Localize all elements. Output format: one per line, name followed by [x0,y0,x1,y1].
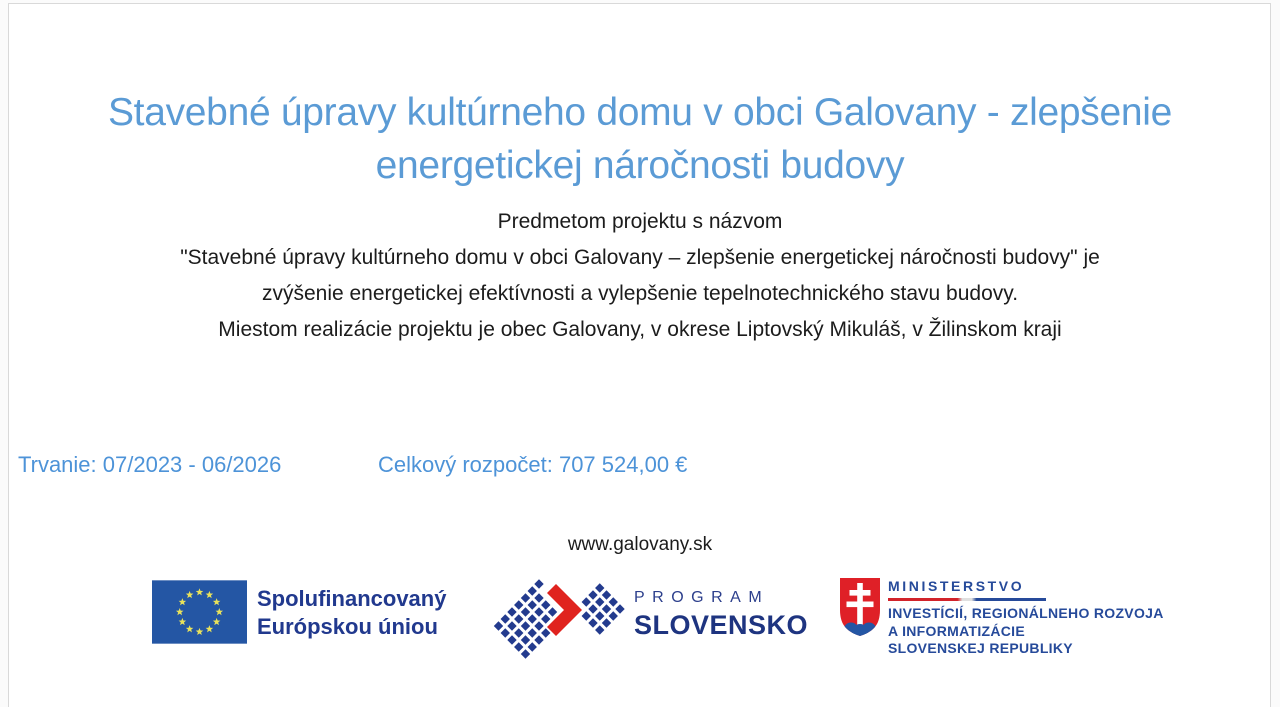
project-title [30,86,1250,192]
description-line: Predmetom projektu s názvom [497,210,783,233]
eu-cofunded-label [257,585,446,641]
eu-cofunded-line2: Európskou úniou [257,614,438,639]
slovensko-label: SLOVENSKO [634,610,809,640]
ministry-line4: SLOVENSKEJ REPUBLIKY [888,640,1073,656]
ministry-label [888,578,1164,658]
website-text: www.galovany.sk [567,534,713,555]
eu-flag-icon [152,580,247,644]
ministry-line3: A INFORMATIZÁCIE [888,622,1026,639]
ministry-line2: INVESTÍCIÍ, REGIONÁLNEHO ROZVOJA [888,605,1164,621]
project-description [20,204,1260,348]
eu-cofunded-line1: Spolufinancovaný [257,586,447,611]
program-slovensko-icon [487,576,637,666]
description-line: "Stavebné úpravy kultúrneho domu v obci Galovany – zlepšenie energetickej náročnosti budovy" je [180,246,1100,269]
budget-text: Celkový rozpočet: 707 524,00 € [378,452,688,477]
ministry-underline [888,598,1046,601]
duration-text: Trvanie: 07/2023 - 06/2026 [18,452,282,477]
ministry-title: MINISTERSTVO [888,578,1025,594]
slovak-coat-of-arms-icon [839,577,881,637]
project-title-line2: energetickej náročnosti budovy [375,144,905,187]
program-slovensko-label [634,589,808,641]
description-line: Miestom realizácie projektu je obec Galovany, v okrese Liptovský Mikuláš, v Žilinskom kraji [218,318,1062,341]
description-line: zvýšenie energetickej efektívnosti a vylepšenie tepelnotechnického stavu budovy. [261,282,1019,305]
project-title-line1: Stavebné úpravy kultúrneho domu v obci Galovany - zlepšenie [107,91,1173,134]
program-label: PROGRAM [634,589,770,606]
